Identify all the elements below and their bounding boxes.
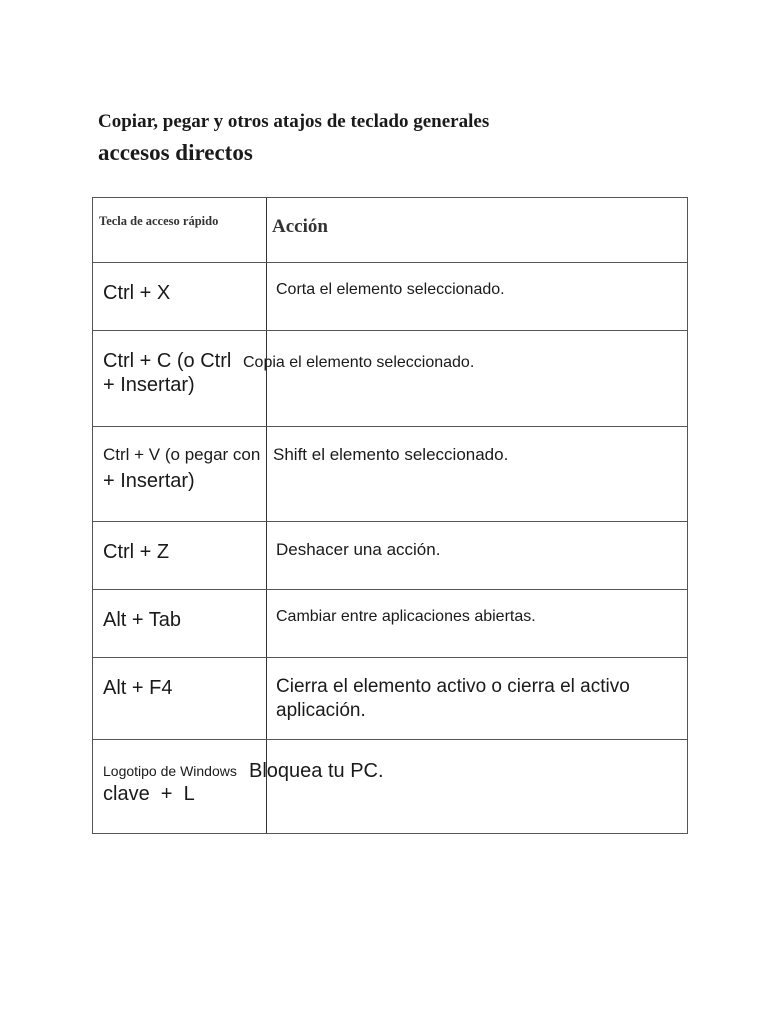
row-divider [93, 426, 687, 427]
shortcut-action: Cambiar entre aplicaciones abiertas. [276, 608, 536, 625]
shortcut-action: Corta el elemento seleccionado. [276, 281, 505, 298]
row-divider [93, 330, 687, 331]
shortcut-action: aplicación. [276, 700, 366, 721]
shortcut-action: Bloquea tu PC. [249, 760, 384, 782]
shortcut-action: Cierra el elemento activo o cierra el activo [276, 676, 630, 697]
shortcut-key: Ctrl + V (o pegar con [103, 445, 261, 464]
shortcut-key: Alt + F4 [103, 677, 173, 699]
shortcut-key: Ctrl + Z [103, 541, 170, 563]
row-divider [93, 739, 687, 740]
shortcut-key: Ctrl + X [103, 282, 171, 304]
row-divider [93, 521, 687, 522]
shortcut-key: + Insertar) [103, 470, 195, 492]
shortcut-key: + Insertar) [103, 374, 195, 396]
row-divider [93, 657, 687, 658]
shortcut-action: Copia el elemento seleccionado. [243, 354, 475, 371]
shortcuts-table [92, 197, 688, 834]
shortcut-action: Shift el elemento seleccionado. [273, 445, 509, 464]
row-divider [93, 262, 687, 263]
column-divider [266, 198, 267, 833]
shortcut-key: clave + L [103, 783, 195, 805]
shortcut-key: Logotipo de Windows [103, 763, 237, 779]
document-title: Copiar, pegar y otros atajos de teclado generales [98, 111, 490, 132]
shortcut-key: Ctrl + C (o Ctrl [103, 350, 232, 372]
document-subtitle: accesos directos [98, 140, 253, 165]
row-divider [93, 589, 687, 590]
shortcut-key: Alt + Tab [103, 609, 182, 631]
header-action: Acción [272, 216, 328, 237]
header-key: Tecla de acceso rápido [99, 214, 219, 228]
shortcut-action: Deshacer una acción. [276, 540, 441, 559]
